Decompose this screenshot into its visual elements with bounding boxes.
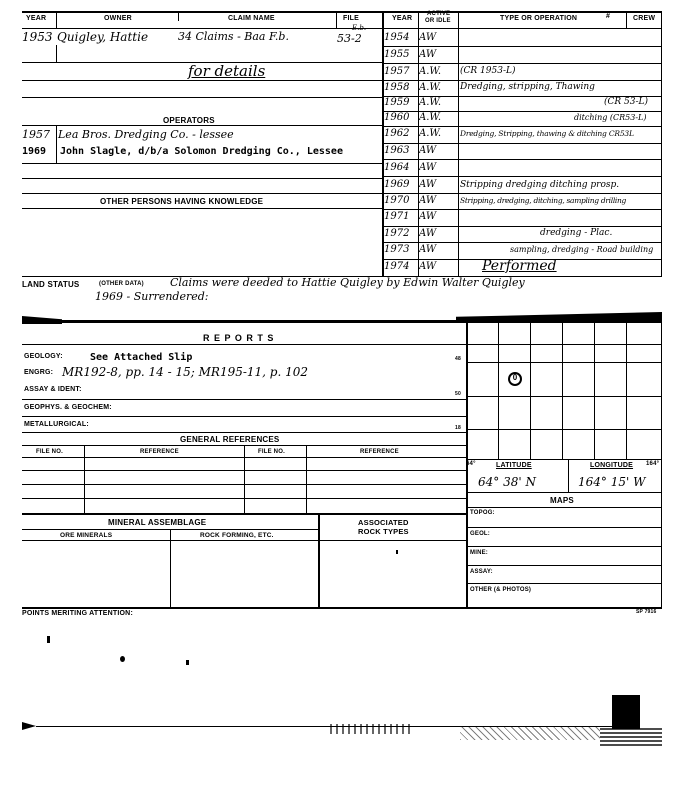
- section-top-line: [22, 607, 662, 609]
- ink-speck: [47, 636, 50, 643]
- operator-name-2: John Slagle, d/b/a Solomon Dredging Co., Lessee: [60, 146, 343, 157]
- maps-mine: MINE:: [470, 550, 488, 556]
- row-line: [382, 46, 662, 47]
- engrg-label: ENGRG:: [24, 369, 54, 376]
- activity-year: 1957: [384, 66, 410, 77]
- owner-name: Quigley, Hattie: [57, 30, 149, 44]
- rock-types-label: ROCK TYPES: [358, 527, 409, 536]
- header-or-idle: OR IDLE: [425, 18, 451, 24]
- divider: [170, 529, 171, 608]
- divider: [306, 445, 307, 513]
- divider: [56, 45, 57, 62]
- row-line: [22, 163, 382, 164]
- header-number-sign: #: [606, 13, 611, 20]
- activity-type: dredging - Plac.: [540, 228, 613, 238]
- activity-year: 1963: [384, 145, 410, 156]
- scan-noise: [460, 726, 600, 740]
- owner-claim: 34 Claims - Baa F.b.: [178, 30, 289, 43]
- grid-marker-number: 0: [512, 373, 518, 382]
- owner-file: 53-2: [337, 32, 362, 45]
- row-line: [382, 209, 662, 210]
- longitude-value: 164° 15' W: [578, 475, 646, 489]
- activity-status: AW: [419, 162, 437, 173]
- margin-number: 50: [455, 391, 461, 397]
- land-status-label: LAND STATUS: [22, 280, 80, 289]
- lon-prefix: 164°: [646, 461, 660, 467]
- activity-status: AW: [419, 211, 437, 222]
- grid-line: [466, 546, 662, 547]
- grid-line: [466, 527, 662, 528]
- activity-year: 1964: [384, 162, 410, 173]
- divider: [568, 459, 569, 492]
- scan-smudge: [456, 312, 662, 320]
- row-line: [382, 226, 662, 227]
- activity-year: 1955: [384, 49, 410, 60]
- owner-file-note: E.b.: [352, 24, 367, 32]
- row-line: [382, 63, 662, 64]
- operators-label: OPERATORS: [163, 116, 215, 125]
- row-line: [382, 80, 662, 81]
- grid-line: [466, 459, 662, 460]
- activity-year: 1970: [384, 195, 410, 206]
- margin-number: 48: [455, 356, 461, 362]
- divider: [626, 11, 627, 28]
- header-crew: CREW: [633, 15, 656, 22]
- scan-black-block: [612, 695, 640, 729]
- activity-year: 1954: [384, 32, 410, 43]
- grid-line: [498, 323, 499, 459]
- land-status-text-2: 1969 - Surrendered:: [95, 290, 209, 303]
- row-line: [22, 540, 466, 541]
- grid-line: [466, 396, 662, 397]
- divider: [336, 11, 337, 28]
- activity-year: 1972: [384, 228, 410, 239]
- other-persons-label: OTHER PERSONS HAVING KNOWLEDGE: [100, 197, 264, 206]
- ore-minerals-label: ORE MINERALS: [60, 532, 113, 539]
- activity-type: Dredging, stripping, Thawing: [460, 82, 595, 92]
- grid-line: [466, 492, 662, 493]
- operator-year-1: 1957: [22, 128, 50, 141]
- scan-noise: [600, 728, 662, 746]
- margin-number: 18: [455, 425, 461, 431]
- activity-status: AW: [419, 228, 437, 239]
- activity-status: AW: [419, 145, 437, 156]
- row-line: [22, 513, 466, 515]
- rock-forming-label: ROCK FORMING, ETC.: [200, 532, 274, 539]
- row-line: [382, 193, 662, 194]
- activity-year: 1974: [384, 261, 410, 272]
- activity-type: (CR 1953-L): [460, 66, 516, 76]
- activity-status: A.W.: [419, 97, 442, 108]
- activity-year: 1960: [384, 112, 410, 123]
- activity-year: 1962: [384, 128, 410, 139]
- activity-status: A.W.: [419, 82, 442, 93]
- activity-status: AW: [419, 179, 437, 190]
- latitude-label: LATITUDE: [496, 462, 532, 469]
- row-line: [22, 193, 382, 194]
- header-type-operation: TYPE OR OPERATION: [500, 15, 578, 22]
- activity-status: A.W.: [419, 128, 442, 139]
- activity-status: AW: [419, 244, 437, 255]
- activity-status: AW: [419, 195, 437, 206]
- header-year: YEAR: [26, 15, 47, 22]
- activity-year: 1973: [384, 244, 410, 255]
- points-label: POINTS MERITING ATTENTION:: [22, 610, 133, 617]
- grid-line: [594, 323, 595, 459]
- latitude-value: 64° 38' N: [478, 475, 536, 489]
- activity-type: Dredging, Stripping, thawing & ditching CR53L: [460, 129, 634, 138]
- activity-status: AW: [419, 32, 437, 43]
- header-active: ACTIVE: [427, 11, 451, 17]
- col-reference: REFERENCE: [140, 449, 179, 455]
- row-line: [382, 143, 662, 144]
- grid-line: [466, 565, 662, 566]
- activity-type: Stripping dredging ditching prosp.: [460, 180, 620, 190]
- activity-year: 1958: [384, 82, 410, 93]
- ink-speck: [186, 660, 189, 665]
- row-line: [382, 159, 662, 160]
- owner-year: 1953: [22, 30, 53, 44]
- associated-label: ASSOCIATED: [358, 518, 409, 527]
- operator-year-2: 1969: [22, 146, 47, 157]
- divider: [56, 11, 57, 28]
- geophys-label: GEOPHYS. & GEOCHEM:: [24, 404, 112, 411]
- grid-line: [466, 429, 662, 430]
- grid-line: [466, 583, 662, 584]
- geology-label: GEOLOGY:: [24, 353, 63, 360]
- reports-title-line: [22, 344, 662, 345]
- row-line: [22, 208, 382, 209]
- reports-title: R E P O R T S: [203, 333, 275, 343]
- top-border: [22, 11, 662, 13]
- owner-note: for details: [188, 62, 266, 80]
- assay-label: ASSAY & IDENT:: [24, 386, 82, 393]
- scan-noise: [330, 724, 410, 734]
- longitude-label: LONGITUDE: [590, 462, 634, 469]
- divider: [84, 445, 85, 513]
- grid-line: [626, 323, 627, 459]
- grid-line: [530, 323, 531, 459]
- general-references-title: GENERAL REFERENCES: [180, 435, 280, 444]
- grid-line: [466, 362, 662, 363]
- divider: [244, 445, 245, 513]
- col-reference-2: REFERENCE: [360, 449, 399, 455]
- header-year-2: YEAR: [392, 15, 413, 22]
- divider: [56, 125, 57, 163]
- land-status-text-1: Claims were deeded to Hattie Quigley by Edwin Walter Quigley: [170, 276, 525, 289]
- divider: [318, 513, 320, 608]
- row-line: [22, 97, 382, 98]
- row-line: [382, 126, 662, 127]
- activity-year: 1959: [384, 97, 410, 108]
- row-line: [22, 125, 382, 126]
- form-number: SP 7916: [636, 609, 657, 615]
- maps-title: MAPS: [550, 496, 574, 505]
- header-bottom-line: [22, 28, 662, 29]
- activity-status: AW: [419, 261, 437, 272]
- maps-geol: GEOL:: [470, 531, 490, 537]
- row-line: [22, 432, 466, 433]
- geology-value: See Attached Slip: [90, 352, 193, 363]
- activity-year: 1969: [384, 179, 410, 190]
- engrg-value: MR192-8, pp. 14 - 15; MR195-11, p. 102: [62, 365, 309, 379]
- row-line: [22, 416, 466, 417]
- col-file-no: FILE NO.: [36, 449, 63, 455]
- row-line: [22, 178, 382, 179]
- activity-status: AW: [419, 49, 437, 60]
- activity-type: ditching (CR53-L): [574, 113, 647, 122]
- thick-separator: [22, 320, 662, 323]
- scan-smudge: [22, 316, 62, 324]
- activity-year: 1971: [384, 211, 410, 222]
- land-status-sub: (OTHER DATA): [99, 281, 144, 287]
- grid-line: [562, 323, 563, 459]
- maps-topog: TOPOG:: [470, 510, 495, 516]
- ink-speck: [120, 656, 125, 662]
- activity-type: sampling, dredging - Road building: [510, 245, 654, 254]
- activity-status: A.W.: [419, 66, 442, 77]
- scan-smudge: [22, 722, 36, 730]
- metallurgical-label: METALLURGICAL:: [24, 421, 89, 428]
- row-line: [382, 242, 662, 243]
- activity-type: Performed: [482, 258, 557, 274]
- header-file: FILE: [343, 15, 359, 22]
- activity-status: A.W.: [419, 112, 442, 123]
- lat-prefix: 64°: [466, 461, 476, 467]
- header-claim-name: CLAIM NAME: [228, 15, 275, 22]
- activity-type: (CR 53-L): [604, 97, 649, 107]
- ink-speck: [396, 550, 398, 554]
- row-line: [22, 399, 466, 400]
- maps-assay: ASSAY:: [470, 569, 493, 575]
- row-line: [382, 176, 662, 177]
- header-owner: OWNER: [104, 15, 132, 22]
- activity-type: Stripping, dredging, ditching, sampling drilling: [460, 196, 627, 205]
- row-line: [22, 80, 382, 81]
- mineral-assemblage-title: MINERAL ASSEMBLAGE: [108, 518, 207, 527]
- col-file-no-2: FILE NO.: [258, 449, 285, 455]
- maps-other: OTHER (& PHOTOS): [470, 587, 532, 593]
- divider: [178, 11, 179, 21]
- grid-line: [466, 507, 662, 508]
- operator-name-1: Lea Bros. Dredging Co. - lessee: [58, 128, 234, 141]
